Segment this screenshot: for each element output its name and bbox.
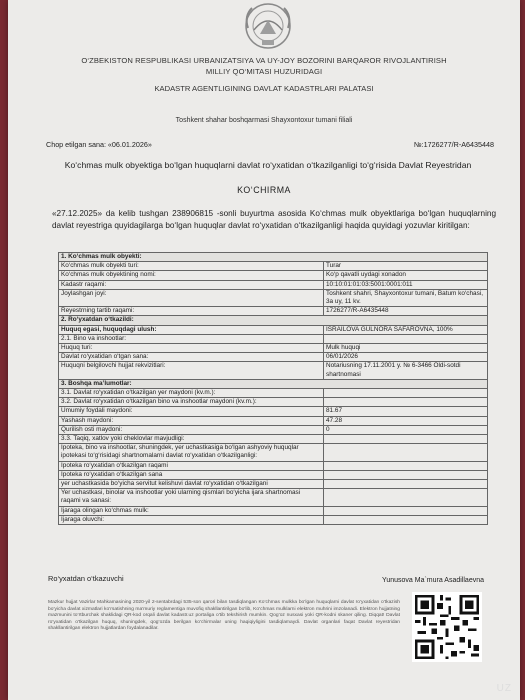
- table-row: [59, 506, 488, 515]
- section-header: [59, 316, 488, 325]
- row-label: Huquq turi:: [59, 344, 324, 353]
- row-value: 0: [324, 425, 488, 434]
- agency-header: [8, 55, 520, 77]
- row-label: Huquqni belgilovchi hujjat rekvizitlari:: [59, 362, 324, 379]
- header-line-2: MILLIY QO‘MITASI HUZURIDAGI: [205, 67, 323, 76]
- row-value: Notariusning 17.11.2001 y. № 6-3466 Oldi-sotdi shartnomasi: [324, 362, 488, 379]
- row-value: [324, 461, 488, 470]
- row-value: [324, 435, 488, 444]
- row-value: [324, 389, 488, 398]
- table-row: [59, 362, 488, 379]
- row-value: 47.28: [324, 416, 488, 425]
- row-value: [324, 398, 488, 407]
- table-row: [59, 344, 488, 353]
- document-number: №:1726277/R-A6435448: [413, 140, 494, 149]
- table-row: [59, 353, 488, 362]
- section-1-title: 1. Ko‘chmas mulk obyekti:: [59, 253, 488, 262]
- document-page: [8, 0, 520, 700]
- row-label: Ko‘chmas mulk obyektining nomi:: [59, 271, 324, 280]
- table-row: [59, 435, 488, 444]
- row-value: 06/01/2026: [324, 353, 488, 362]
- legal-notice: Mazkur hujjat Vazirlar Mahkamasining 2020-yil 2-sentabrdagi 535-son qarori bilan tasdiqlangan Ko‘chmas mulkka bo‘lgan huquqlarni davlat ro‘yxatidan o‘tkazish bo‘yicha davlat xizmatlari ko‘rsatishning ma’muriy reglamentiga muvofiq shakllantirilgan bo‘lib, Ko‘chmas mulklarni elektron muhrini imzolanadi. Elektron hujjatning mazmunini to‘rtburchak shaklidagi QR-kod orqali davlat kadastr.uz portaliga o‘tib tekshirish mumkin. Qog‘oz nusxasi yoki QR-kodni skaner qiling. Diqqat! Davlat ro‘yxatidan o‘tkazilgan huquq, shuningdek, qog‘ozda berilgan ko‘chirmalar uning haqiqiyligini tasdiqlamaydi. Davlat organlari faqat Davlat reyestridan shakllantirilgan elektron hujjatlardan foydalanadilar.: [48, 600, 400, 632]
- section-3-title: 3. Boshqa ma’lumotlar:: [59, 379, 488, 388]
- table-row: [59, 470, 488, 479]
- row-value: [324, 489, 488, 506]
- row-label: Reyestrning tartib raqami:: [59, 307, 324, 316]
- row-value: 10:10:01:01:03:5001:0001:011: [324, 280, 488, 289]
- header-line-1: O‘ZBEKISTON RESPUBLIKASI URBANIZATSIYA VA UY-JOY BOZORINI BARQAROR RIVOJLANTIRISH: [81, 56, 447, 65]
- row-value: [324, 334, 488, 343]
- row-label: 2.1. Bino va inshootlar:: [59, 334, 324, 343]
- table-row: [59, 389, 488, 398]
- row-label: Davlat ro‘yxatidan o‘tgan sana:: [59, 353, 324, 362]
- watermark-text: UZ: [496, 683, 512, 694]
- table-row: [59, 398, 488, 407]
- row-label: 3.1. Davlat ro‘yxatidan o‘tkazilgan yer maydoni (kv.m.):: [59, 389, 324, 398]
- row-label: Joylashgan joyi:: [59, 289, 324, 306]
- header-line-3: KADASTR AGENTLIGINING DAVLAT KADASTRLARI PALATASI: [154, 84, 374, 93]
- row-label: 3.3. Taqiq, xatlov yoki cheklovlar mavjudligi:: [59, 435, 324, 444]
- table-row: [59, 480, 488, 489]
- table-row: [59, 271, 488, 280]
- row-label: Qurilish osti maydoni:: [59, 425, 324, 434]
- document-title: Ko‘chmas mulk obyektiga bo‘lgan huquqlarni davlat ro‘yxatidan o‘tkazilganligi to‘g‘risida Davlat Reyestridan: [64, 160, 472, 170]
- table-row: [59, 325, 488, 334]
- row-label: Huquq egasi, huquqdagi ulush:: [59, 325, 324, 334]
- row-value: 1726277/R-A6435448: [324, 307, 488, 316]
- table-row: [59, 307, 488, 316]
- table-row: [59, 280, 488, 289]
- branch-name: Toshkent shahar boshqarmasi Shayxontoxur tumani filiali: [175, 117, 353, 124]
- row-value: [324, 470, 488, 479]
- row-label: Kadastr raqami:: [59, 280, 324, 289]
- row-label: Ipoteka ro‘yxatidan o‘tkazilgan sana: [59, 470, 324, 479]
- table-row: [59, 334, 488, 343]
- row-value: [324, 480, 488, 489]
- row-value: 81.67: [324, 407, 488, 416]
- table-row: [59, 489, 488, 506]
- table-row: [59, 289, 488, 306]
- print-date: Chop etilgan sana: «06.01.2026»: [46, 140, 152, 149]
- row-label: Yer uchastkasi, binolar va inshootlar yoki ularning qismlari bo‘yicha ijara shartnomasi raqami va sanasi:: [59, 489, 324, 506]
- row-label: Ipoteka ro‘yxatidan o‘tkazilgan raqami: [59, 461, 324, 470]
- row-value: [324, 506, 488, 515]
- intro-paragraph: «27.12.2025» da kelib tushgan 238906815 -sonli buyurtma asosida Ko‘chmas mulk obyektlariga bo‘lgan huquqlarning davlat reyestriga quyidagilarga bo‘lgan huquqlar davlat ro‘yxatidan o‘tkazilganligi haqida quyidagi yozuvlar kiritilgan:: [52, 209, 496, 230]
- row-label: Ijaraga oluvchi:: [59, 515, 324, 524]
- table-row: [59, 416, 488, 425]
- row-value: Ko‘p qavatli uydagi xonadon: [324, 271, 488, 280]
- row-value: Mulk huquqi: [324, 344, 488, 353]
- row-value: [324, 515, 488, 524]
- state-emblem-icon: [240, 0, 296, 54]
- table-row: [59, 461, 488, 470]
- table-row: [59, 262, 488, 271]
- row-value: ISRAILOVA GULNORA SAFAROVNA, 100%: [324, 325, 488, 334]
- row-label: Yashash maydoni:: [59, 416, 324, 425]
- section-header: [59, 253, 488, 262]
- section-2-title: 2. Ro‘yxatdan o‘tkazildi:: [59, 316, 488, 325]
- section-header: [59, 379, 488, 388]
- registry-table: [58, 252, 488, 525]
- document-subtitle: KO‘CHIRMA: [237, 185, 291, 195]
- registrar-name: Yunusova Ma`mura Asadillaevna: [382, 577, 484, 584]
- table-row: [59, 444, 488, 461]
- row-value: [324, 444, 488, 461]
- registrar-label: Ro‘yxatdan o‘tkazuvchi: [48, 574, 124, 583]
- row-value: Turar: [324, 262, 488, 271]
- row-value: Toshkent shahri, Shayxontoxur tumani, Batum ko‘chasi, 3a uy, 11 kv.: [324, 289, 488, 306]
- table-row: [59, 425, 488, 434]
- qr-code-icon[interactable]: [412, 592, 482, 662]
- row-label: Ijaraga olingan ko‘chmas mulk:: [59, 506, 324, 515]
- row-label: Ipoteka, bino va inshootlar, shuningdek, yer uchastkasiga bo‘lgan ashyoviy huquqlar ipotekasi to‘g‘risidagi shartnomalarni davlat ro‘yxatidan o‘tkazilganligi:: [59, 444, 324, 461]
- row-label: yer uchastkasida bo‘yicha servitut kelishuvi davlat ro‘yxatidan o‘tkazilgani: [59, 480, 324, 489]
- table-row: [59, 515, 488, 524]
- row-label: Ko‘chmas mulk obyekti turi:: [59, 262, 324, 271]
- table-row: [59, 407, 488, 416]
- row-label: Umumiy foydali maydoni:: [59, 407, 324, 416]
- row-label: 3.2. Davlat ro‘yxatidan o‘tkazilgan bino va inshootlar maydoni (kv.m.):: [59, 398, 324, 407]
